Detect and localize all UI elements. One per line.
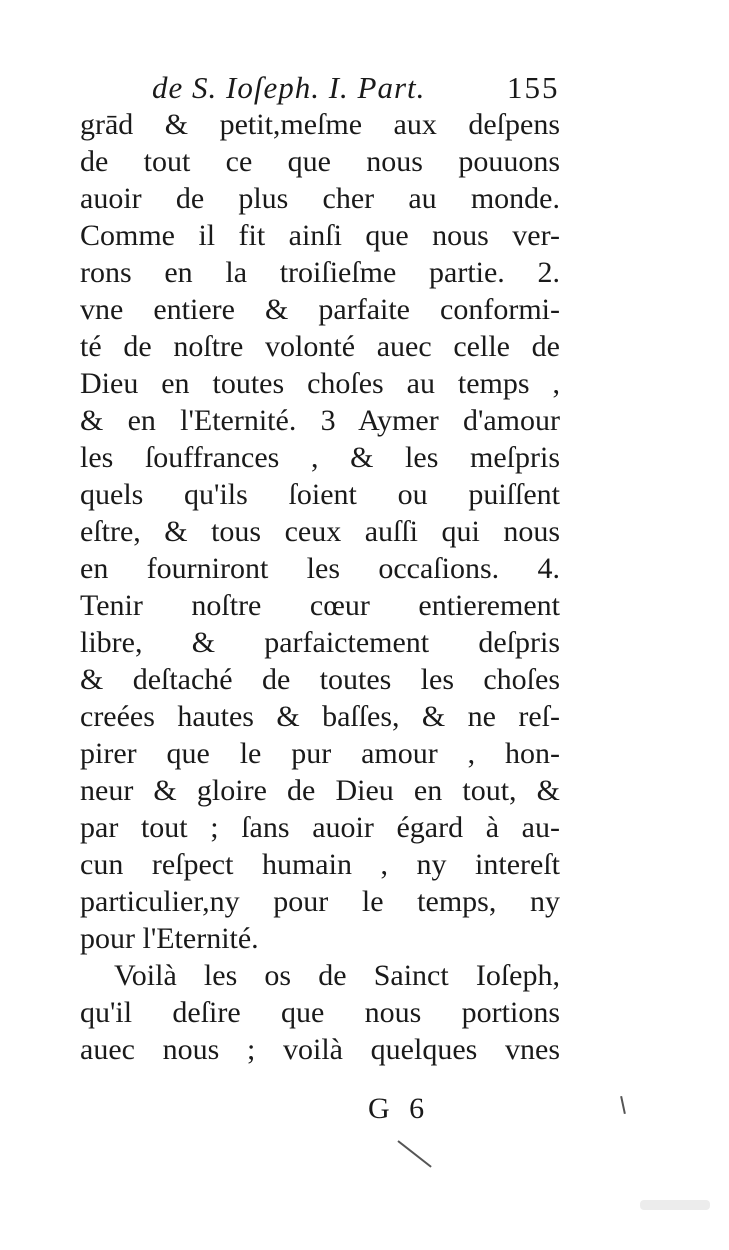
text-line: creées hautes & baſſes, & ne reſ-	[80, 700, 560, 733]
text-line: Tenir noſtre cœur entierement	[80, 589, 560, 622]
text-line: eſtre, & tous ceux auſſi qui nous	[80, 515, 560, 548]
running-head-title: de S. Ioſeph. I. Part.	[152, 70, 426, 105]
text-line: rons en la troiſieſme partie. 2.	[80, 256, 560, 289]
paragraph-line: qu'il deſire que nous portions	[80, 996, 560, 1029]
text-line: de tout ce que nous pouuons	[80, 145, 560, 178]
text-line: neur & gloire de Dieu en tout, &	[80, 774, 560, 807]
text-line: vne entiere & parfaite conformi-	[80, 293, 560, 326]
text-line: Comme il fit ainſi que nous ver-	[80, 219, 560, 252]
text-line: par tout ; ſans auoir égard à au-	[80, 811, 560, 844]
running-head	[152, 70, 572, 110]
text-line: cun reſpect humain , ny intereſt	[80, 848, 560, 881]
text-line: grād & petit,meſme aux deſpens	[80, 108, 560, 141]
text-line: té de noſtre volonté auec celle de	[80, 330, 560, 363]
text-line: libre, & parfaictement deſpris	[80, 626, 560, 659]
paragraph-line: Voilà les os de Sainct Ioſeph,	[114, 959, 560, 992]
paragraph-line: auec nous ; voilà quelques vnes	[80, 1033, 560, 1066]
text-line: pirer que le pur amour , hon-	[80, 737, 560, 770]
text-line: en fourniront les occaſions. 4.	[80, 552, 560, 585]
body-text	[80, 106, 600, 1068]
text-line: particulier,ny pour le temps, ny	[80, 885, 560, 918]
ink-stroke	[397, 1140, 431, 1167]
text-line: quels qu'ils ſoient ou puiſſent	[80, 478, 560, 511]
text-line: & deſtaché de toutes les choſes	[80, 663, 560, 696]
text-line: pour l'Eternité.	[80, 922, 259, 955]
faint-smudge	[640, 1200, 710, 1210]
text-line: Dieu en toutes choſes au temps ,	[80, 367, 560, 400]
text-line: & en l'Eternité. 3 Aymer d'amour	[80, 404, 560, 437]
page-number: 155	[507, 70, 560, 105]
ink-stroke	[620, 1096, 626, 1114]
signature-mark: G 6	[368, 1092, 431, 1125]
text-line: les ſouffrances , & les meſpris	[80, 441, 560, 474]
text-line: auoir de plus cher au monde.	[80, 182, 560, 215]
